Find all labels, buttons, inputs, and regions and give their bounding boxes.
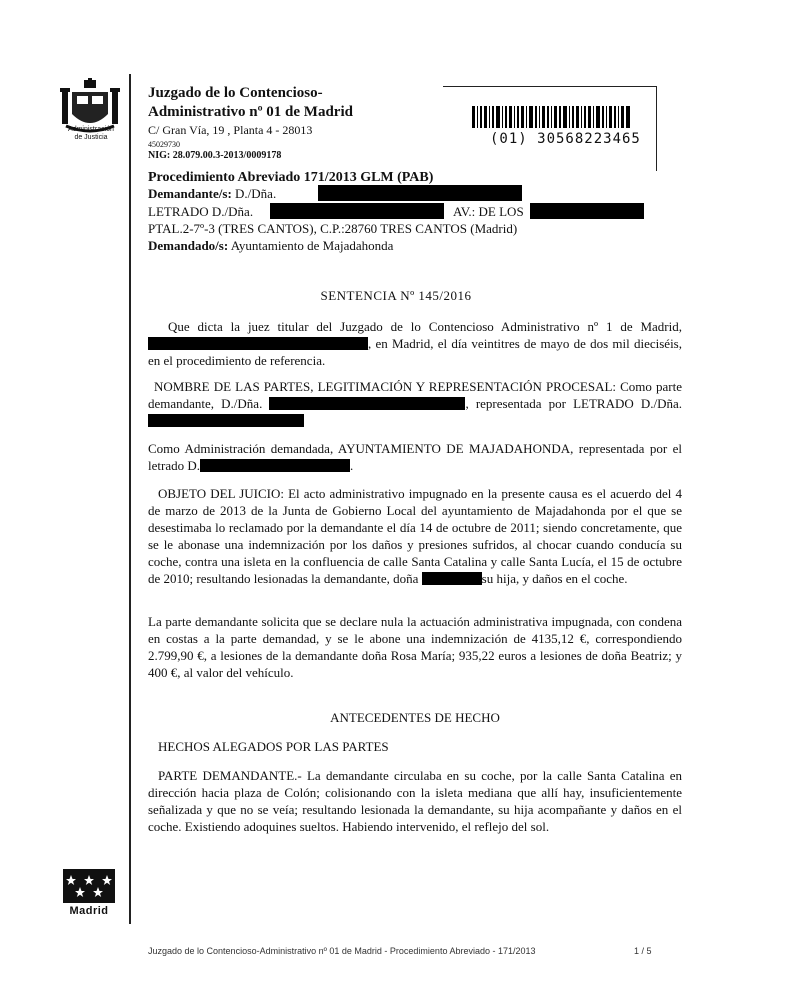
redaction-block xyxy=(200,459,350,472)
intro-paragraph: Que dicta la juez titular del Juzgado de lo Contencioso Administrativo nº 1 de Madrid, , en Madrid, el día veintitres de mayo de dos mil dieciséis, en el procedimiento de referencia. xyxy=(148,319,682,368)
section-heading-antecedentes: ANTECEDENTES DE HECHO xyxy=(330,710,500,725)
redaction-block xyxy=(148,337,368,350)
defendant-paragraph: Como Administración demandada, AYUNTAMIENTO DE MAJADAHONDA, representada por el letrado D. . xyxy=(148,441,682,473)
defendant-line xyxy=(148,238,393,254)
object-paragraph: OBJETO DEL JUICIO: El acto administrativo impugnado en la presente causa es el acuerdo del 4 de marzo de 2013 de la Junta de Gobierno Local del ayuntamiento de Majadahonda por el que se desestimaba lo reclamado por la demandante el día 14 de octubre de 2011; siendo concretamente, que se le abonase una indemnización por los daños y presiones sufridos, al chocar cuando conducía su coche, contra una isleta en la confluencia de calle Santa Catalina y calle Santa Lucía, el 15 de octubre de 2010; resultando lesionadas la demandante, doña su hija, y daños en el coche. xyxy=(148,486,682,586)
nig-number: NIG: 28.079.00.3-2013/0009178 xyxy=(148,150,282,161)
administration-label: Administración de Justicia xyxy=(68,126,114,141)
lawyer-address-prefix: AV.: DE LOS xyxy=(453,204,524,219)
redaction-block xyxy=(269,397,465,410)
defendant-value: Ayuntamiento de Majadahonda xyxy=(230,238,394,253)
plaintiff-value: D./Dña. xyxy=(235,186,277,201)
plaintiff-facts-paragraph: PARTE DEMANDANTE.- La demandante circulaba en su coche, por la calle Santa Catalina en dirección hacia plaza de Colón; colisionando con la isleta mediana que allí hay, insuficientemente señalizada y que no se veía; resultando lesionada la demandante, su hija acompañante y daños en el coche. Existiendo adoquines sueltos. Habiendo intervenido, el reflejo del sol. xyxy=(148,768,682,834)
lawyer-line xyxy=(148,204,253,220)
redaction-block xyxy=(318,185,522,201)
barcode-icon xyxy=(472,106,630,128)
procedure-title: Procedimiento Abreviado 171/2013 GLM (PAB) xyxy=(148,170,434,185)
reference-code: 45029730 xyxy=(148,140,180,149)
court-name: Juzgado de lo Contencioso- Administrativo nº 01 de Madrid xyxy=(148,85,353,120)
redaction-block xyxy=(422,572,482,585)
address-line: PTAL.2-7º-3 (TRES CANTOS), C.P.:28760 TRES CANTOS (Madrid) xyxy=(148,221,518,236)
lawyer-prefix: LETRADO D./Dña. xyxy=(148,204,254,219)
court-address: C/ Gran Vía, 19 , Planta 4 - 28013 xyxy=(148,123,313,137)
barcode-number: (01) 30568223465 xyxy=(490,131,641,147)
barcode-frame xyxy=(443,86,657,171)
defendant-label: Demandado/s: xyxy=(148,238,229,253)
redaction-block xyxy=(530,203,644,219)
madrid-label: Madrid xyxy=(69,905,109,917)
redaction-block xyxy=(270,203,444,219)
sentence-title: SENTENCIA Nº 145/2016 xyxy=(320,288,472,303)
parties-paragraph: NOMBRE DE LAS PARTES, LEGITIMACIÓN Y REPRESENTACIÓN PROCESAL: Como parte demandante, D./Dña. , representada por LETRADO D./Dña. xyxy=(148,378,682,429)
page-number: 1 / 5 xyxy=(634,946,652,956)
section-heading-hechos: HECHOS ALEGADOS POR LAS PARTES xyxy=(158,739,389,754)
margin-rule xyxy=(129,74,131,924)
claim-paragraph: La parte demandante solicita que se declare nula la actuación administrativa impugnada, con condena en costas a la parte demandad, y se le abone una indemnización de 4135,12 €, correspondiendo 2.799,90 €, a lesiones de la demandante doña Rosa María; 935,22 euros a lesiones de doña Beatriz; y 400 €, al valor del vehículo. xyxy=(148,614,682,680)
plaintiff-label: Demandante/s: xyxy=(148,186,232,201)
redaction-block xyxy=(148,414,304,427)
madrid-logo-icon xyxy=(63,869,115,909)
plaintiff-line xyxy=(148,186,276,202)
footer-text: Juzgado de lo Contencioso-Administrativo nº 01 de Madrid - Procedimiento Abreviado - 171/2013 xyxy=(148,946,536,956)
